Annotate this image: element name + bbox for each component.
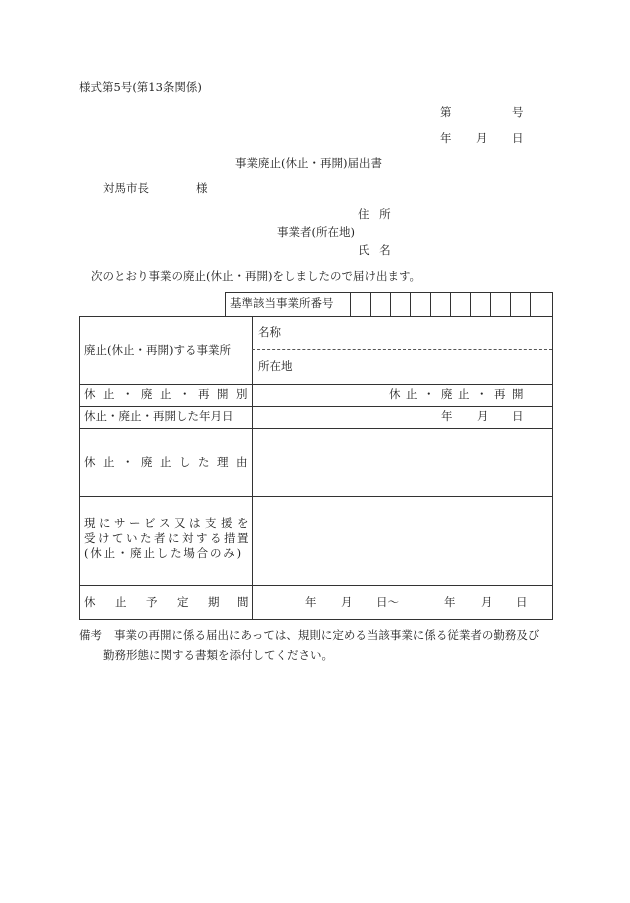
notes-line-2: 勤務形態に関する書類を添付してください。 — [103, 648, 333, 662]
date-unit-year: 年 — [441, 409, 453, 423]
notes-line-1: 事業の再開に係る届出にあっては、規則に定める当該事業に係る従業者の勤務及び — [114, 628, 540, 642]
doc-number-go: 号 — [512, 105, 524, 119]
notes-label: 備考 — [79, 628, 102, 642]
operator-label: 事業者(所在地) — [277, 225, 355, 239]
form-number: 様式第5号(第13条関係) — [79, 80, 202, 94]
office-label: 廃止(休止・再開)する事業所 — [84, 343, 231, 357]
statement: 次のとおり事業の廃止(休止・再開)をしましたので届け出ます。 — [91, 269, 422, 283]
date-unit-month: 月 — [477, 409, 489, 423]
doc-number-dai: 第 — [440, 105, 452, 119]
addressee-honorific: 様 — [196, 181, 208, 195]
address-label: 住 所 — [358, 207, 391, 221]
date-label: 休止・廃止・再開した年月日 — [84, 409, 234, 423]
office-number-label: 基準該当事業所番号 — [230, 296, 334, 310]
document-title: 事業廃止(休止・再開)届出書 — [235, 156, 382, 170]
office-address-label: 所在地 — [258, 359, 293, 373]
addressee: 対馬市長 — [103, 181, 149, 195]
date-day: 日 — [512, 131, 524, 145]
date-year: 年 — [440, 131, 452, 145]
date-unit-day: 日 — [512, 409, 524, 423]
date-month: 月 — [476, 131, 488, 145]
name-label: 氏 名 — [358, 243, 391, 257]
office-name-label: 名称 — [258, 325, 281, 339]
